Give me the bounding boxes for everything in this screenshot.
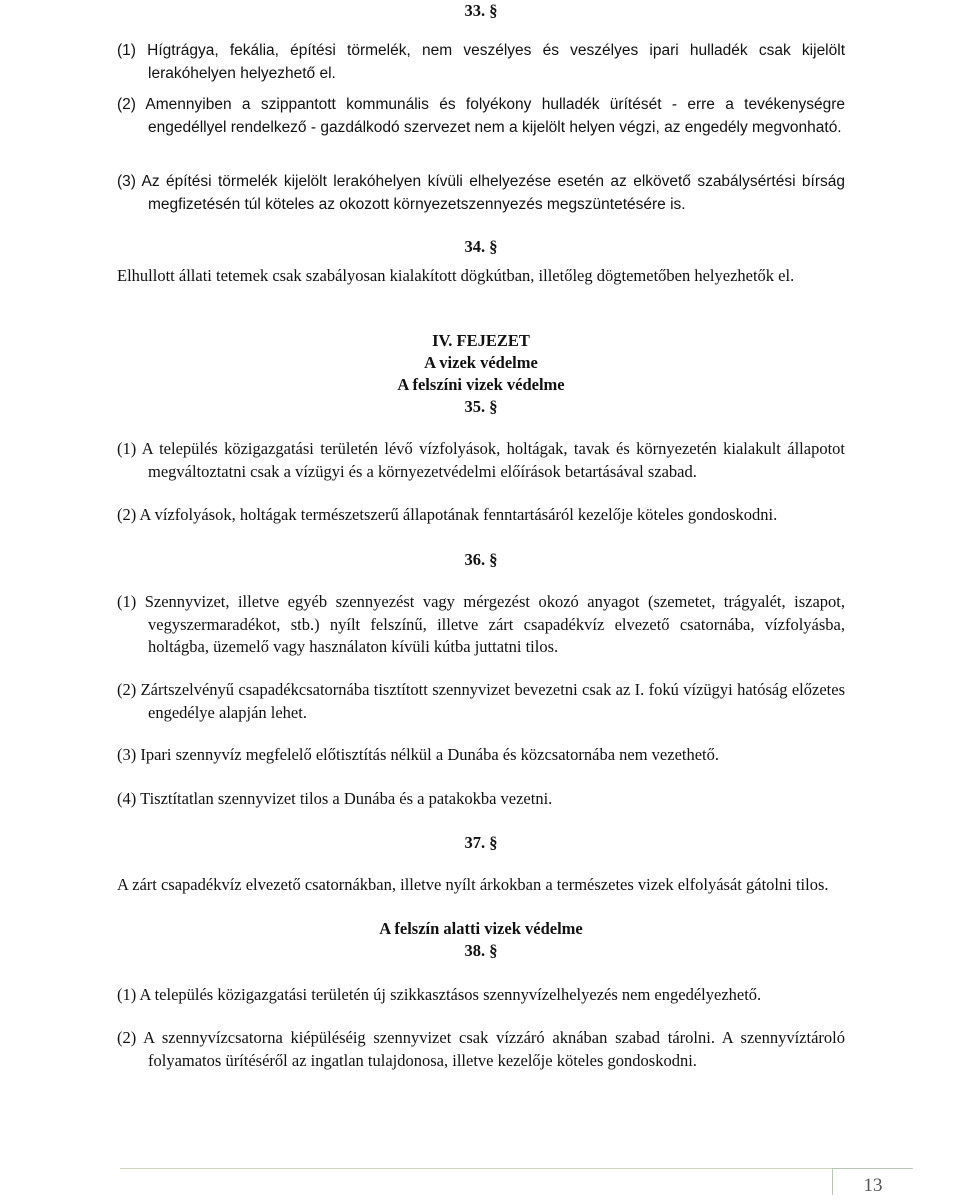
- section-36-paragraph-3: (3) Ipari szennyvíz megfelelő előtisztítás nélkül a Dunába és közcsatornába nem vezethető.: [117, 745, 720, 764]
- section-35-heading: 35. §: [464, 397, 498, 416]
- section-36-paragraph-1: (1) Szennyvizet, illetve egyéb szennyezést vagy mérgezést okozó anyagot (szemetet, trágyalét, iszapot, vegyszermaradékot, stb.) nyílt felszínű, illetve zárt csapadékvíz elvezető csatornába, vízfolyásba, holtágba, üzemelő vagy használaton kívüli kútba juttatni tilos.: [117, 592, 845, 656]
- section-35-paragraph-1: (1) A település közigazgatási területén lévő vízfolyások, holtágak, tavak és környezetén kialakult állapotot megváltoztatni csak a vízügyi és a környezetvédelmi előírások betartásával szabad.: [117, 439, 845, 481]
- section-36-paragraph-4: (4) Tisztítatlan szennyvizet tilos a Dunába és a patakokba vezetni.: [117, 789, 553, 808]
- section-37-paragraph-1: A zárt csapadékvíz elvezető csatornákban, illetve nyílt árkokban a természetes vizek elfolyását gátolni tilos.: [117, 875, 829, 894]
- chapter-title: IV. FEJEZET: [432, 331, 530, 350]
- subsection-title: A felszín alatti vizek védelme: [379, 919, 583, 938]
- section-36-paragraph-2: (2) Zártszelvényű csapadékcsatornába tisztított szennyvizet bevezetni csak az I. fokú vízügyi hatóság előzetes engedélye alapján lehet.: [117, 680, 845, 722]
- section-33-paragraph-3: (3) Az építési törmelék kijelölt lerakóhelyen kívüli elhelyezése esetén az elkövető szabálysértési bírság megfizetésén túl köteles az okozott környezetszennyezés megszüntetésére is.: [117, 173, 845, 213]
- section-37-heading: 37. §: [464, 833, 498, 852]
- section-38-paragraph-1: (1) A település közigazgatási területén új szikkasztásos szennyvízelhelyezés nem engedélyezhető.: [117, 985, 762, 1004]
- section-33-heading: 33. §: [464, 1, 498, 20]
- section-33-paragraph-2: (2) Amennyiben a szippantott kommunális és folyékony hulladék ürítését - erre a tevékenységre engedéllyel rendelkező - gazdálkodó szervezet nem a kijelölt helyen végzi, az engedély megvonható.: [117, 96, 845, 136]
- page-number: 13: [832, 1168, 913, 1195]
- chapter-subtitle: A vizek védelme: [424, 353, 538, 372]
- section-34-heading: 34. §: [464, 237, 498, 256]
- section-34-paragraph-1: Elhullott állati tetemek csak szabályosan kialakított dögkútban, illetőleg dögtemetőben helyezhetők el.: [117, 266, 795, 285]
- section-36-heading: 36. §: [464, 550, 498, 569]
- section-33-paragraph-1: (1) Hígtrágya, fekália, építési törmelék, nem veszélyes és veszélyes ipari hulladék csak kijelölt lerakóhelyen helyezhető el.: [117, 42, 845, 82]
- footer-rule: [120, 1168, 832, 1169]
- section-38-paragraph-2: (2) A szennyvízcsatorna kiépüléséig szennyvizet csak vízzáró aknában szabad tárolni. A szennyvíztároló folyamatos ürítéséről az ingatlan tulajdonosa, illetve kezelője köteles gondoskodni.: [117, 1028, 845, 1070]
- chapter-subsubtitle: A felszíni vizek védelme: [397, 375, 565, 394]
- section-35-paragraph-2: (2) A vízfolyások, holtágak természetszerű állapotának fenntartásáról kezelője köteles gondoskodni.: [117, 505, 778, 524]
- section-38-heading: 38. §: [464, 941, 498, 960]
